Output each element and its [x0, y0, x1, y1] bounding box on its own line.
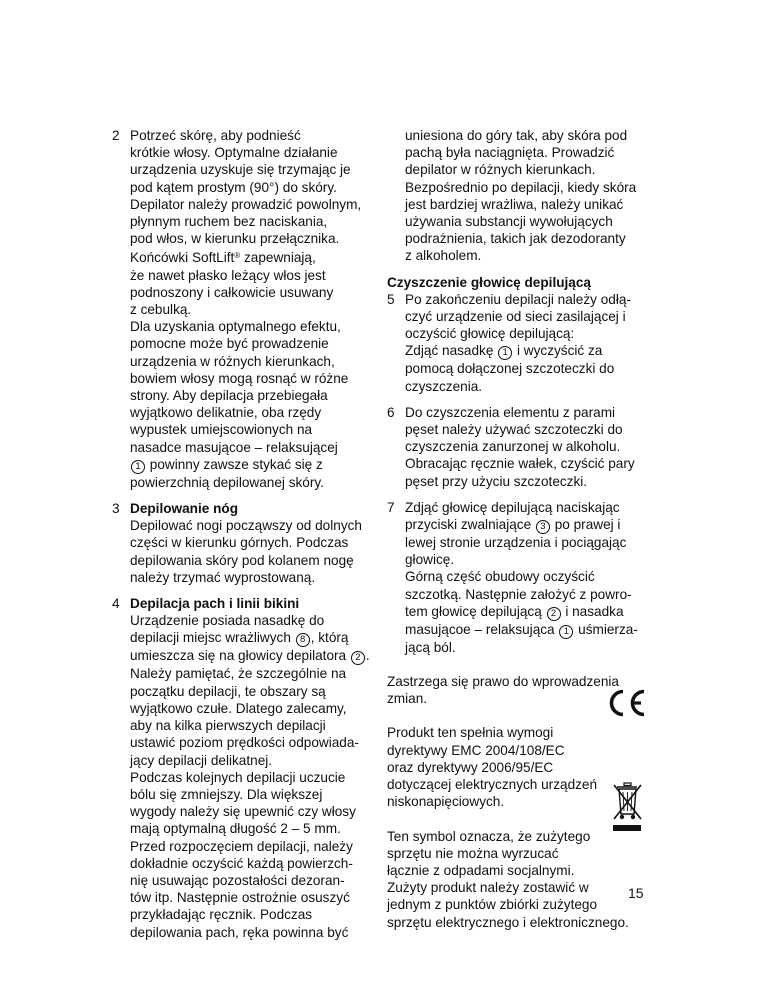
text-line: wygody należy się upewnić czy włosy: [130, 804, 356, 820]
text-line: Zużyty produkt należy zostawić w: [387, 880, 589, 896]
text-segment: .: [365, 648, 370, 664]
text-line: [405, 621, 649, 639]
text-line: pod kątem prostym (90°) do skóry.: [130, 179, 337, 195]
text-line: Górną część obudowy oczyścić: [405, 569, 595, 585]
text-line: z cebulką.: [130, 302, 192, 318]
step-4-continuation: [387, 127, 649, 265]
text-line: [130, 647, 374, 665]
text-line: Zdjąć głowicę depilującą naciskając: [405, 499, 620, 515]
ce-mark-icon: [608, 688, 648, 718]
text-line: nasadce masującoe – relaksującej: [130, 439, 338, 455]
text-line: bowiem włosy mogą rosnąć w różne: [130, 370, 349, 386]
softlift-text-tail: zapewniają,: [240, 250, 316, 266]
step-2: [112, 127, 374, 491]
text-line: wyjątkowo delikatnie, oba rzędy: [130, 405, 322, 421]
text-line: pomocą dołączonej szczoteczki do: [405, 361, 615, 377]
text-line: pęset należy używać szczoteczki do: [405, 422, 623, 438]
step-7: [387, 499, 649, 656]
step-number: 6: [387, 404, 395, 420]
text-line: lewej stronie urządzenia i pociągając: [405, 535, 627, 551]
step-3: [112, 500, 374, 586]
text-line: Ten symbol oznacza, że zużytego: [387, 828, 591, 844]
text-line: szczotką. Następnie założyć z powro-: [405, 586, 632, 602]
crossed-out-wheelie-bin-icon: [611, 781, 643, 833]
text-line: jest bardziej wrażliwa, należy unikać: [405, 196, 624, 212]
text-line: wypustek umiejscowionych na: [130, 422, 313, 438]
text-line: z alkoholem.: [405, 248, 482, 264]
text-line: Depilator należy prowadzić powolnym,: [130, 196, 362, 212]
registered-mark: ®: [234, 251, 241, 261]
text-line: aby na kilka pierwszych depilacji: [130, 718, 326, 734]
step-number: 5: [387, 291, 395, 307]
part-reference-1: 1: [131, 460, 145, 474]
text-line: części w kierunku górnych. Podczas: [130, 535, 349, 551]
step-number: 4: [112, 596, 120, 612]
part-reference-3: 3: [536, 520, 550, 534]
text-segment: powinny zawsze stykać się z: [146, 456, 323, 472]
text-line: depilowania skóry pod kolanem nogę: [130, 552, 354, 568]
text-line: krótkie włosy. Optymalne działanie: [130, 145, 338, 161]
text-line: Zastrzega się prawo do wprowadzenia: [387, 674, 619, 690]
text-line: Potrzeć skórę, aby podnieść: [130, 128, 301, 143]
text-line: sprzętu elektrycznego i elektronicznego.: [387, 914, 629, 930]
step-number: 2: [112, 128, 120, 143]
text-line: Depilować nogi począwszy od dolnych: [130, 518, 362, 534]
text-line: ustawić poziom prędkości odpowiada-: [130, 735, 359, 751]
text-line: [130, 247, 374, 266]
text-line: dokładnie oczyścić każdą powierzch-: [130, 855, 353, 871]
text-line: Należy pamiętać, że szczególnie na: [130, 666, 347, 682]
text-line: depilator w różnych kierunkach.: [405, 162, 596, 178]
text-line: tów itp. Następnie ostrożnie osuszyć: [130, 890, 350, 906]
text-line: głowicę.: [405, 552, 455, 568]
text-segment: i nasadka: [561, 603, 624, 619]
section-heading-bikini: Depilacja pach i linii bikini: [130, 596, 300, 612]
text-segment: Zdjąć nasadkę: [405, 343, 498, 359]
text-line: [405, 516, 649, 534]
text-line: czyć urządzenie od sieci zasilającej i: [405, 309, 626, 325]
text-line: Produkt ten spełnia wymogi: [387, 725, 554, 741]
text-line: urządzenia uzyskuje się trzymając je: [130, 162, 351, 178]
text-line: że nawet płasko leżący włos jest: [130, 267, 326, 283]
text-line: Podczas kolejnych depilacji uczucie: [130, 769, 346, 785]
text-line: łącznie z odpadami socjalnymi.: [387, 862, 575, 878]
text-line: [130, 456, 374, 474]
text-line: Do czyszczenia elementu z parami: [405, 404, 616, 420]
text-line: [405, 603, 649, 621]
text-segment: tem głowicę depilującą: [405, 603, 546, 619]
left-column: [112, 127, 374, 941]
step-5: [387, 291, 649, 395]
text-segment: przyciski zwalniające: [405, 517, 535, 533]
text-line: należy trzymać wyprostowaną.: [130, 569, 316, 585]
text-line: powierzchnią depilowanej skóry.: [130, 474, 324, 490]
text-segment: i wyczyścić za: [513, 343, 603, 359]
right-column: [387, 127, 649, 931]
text-line: dotyczącej elektrycznych urządzeń: [387, 777, 598, 793]
text-line: podnoszony i całkowicie usuwany: [130, 284, 334, 300]
text-line: jednym z punktów zbiórki zużytego: [387, 897, 598, 913]
text-line: sprzętu nie można wyrzucać: [387, 845, 559, 861]
step-number: 7: [387, 499, 395, 515]
text-line: podrażnienia, takich jak dezodoranty: [405, 231, 626, 247]
text-line: [130, 629, 374, 647]
text-line: uniesiona do góry tak, aby skóra pod: [405, 128, 628, 143]
text-line: pachą była naciągnięta. Prowadzić: [405, 145, 615, 161]
text-line: używania substancji wywołujących: [405, 214, 613, 230]
text-line: Obracając ręcznie wałek, czyścić pary: [405, 456, 635, 472]
text-line: bólu się zmniejszy. Dla większej: [130, 786, 323, 802]
part-reference-1: 1: [559, 625, 573, 639]
text-segment: umieszcza się na głowicy depilatora: [130, 648, 350, 664]
reservation-note: [387, 673, 619, 707]
text-line: Bezpośrednio po depilacji, kiedy skóra: [405, 179, 637, 195]
text-line: oczyścić głowicę depilującą:: [405, 326, 575, 342]
text-line: pod włos, w kierunku przełącznika.: [130, 231, 340, 247]
page-number: 15: [628, 885, 644, 901]
text-line: zmian.: [387, 691, 428, 707]
section-heading-cleaning: Czyszczenie głowicę depilującą: [387, 274, 591, 290]
text-line: pęset przy użyciu szczoteczki.: [405, 473, 588, 489]
part-reference-2: 2: [547, 607, 561, 621]
text-line: płynnym ruchem bez naciskania,: [130, 214, 328, 230]
text-line: jącą ból.: [405, 639, 456, 655]
text-segment: depilacji miejsc wrażliwych: [130, 630, 295, 646]
text-line: depilowania pach, ręka powinna być: [130, 924, 349, 940]
text-line: czyszczenia.: [405, 378, 483, 394]
text-segment: uśmierza-: [574, 621, 638, 637]
text-line: urządzenia w różnych kierunkach,: [130, 353, 335, 369]
text-line: dyrektywy EMC 2004/108/EC: [387, 742, 565, 758]
text-segment: po prawej i: [550, 517, 621, 533]
text-line: przykładając ręcznik. Podczas: [130, 907, 313, 923]
text-line: pomocne może być prowadzenie: [130, 336, 329, 352]
text-segment: masującoe – relaksująca: [405, 621, 559, 637]
text-line: mają optymalną długość 2 – 5 mm.: [130, 821, 341, 837]
part-reference-8: 8: [296, 633, 310, 647]
step-6: [387, 404, 649, 490]
section-heading-legs: Depilowanie nóg: [130, 501, 238, 517]
text-line: Po zakończeniu depilacji należy odłą-: [405, 291, 631, 307]
text-line: Urządzenie posiada nasadkę do: [130, 613, 325, 629]
text-line: wyjątkowo czułe. Dlatego zalecamy,: [130, 700, 347, 716]
text-segment: , którą: [310, 630, 349, 646]
text-line: [405, 342, 649, 360]
text-line: strony. Aby depilacja przebiegała: [130, 388, 328, 404]
step-4: [112, 595, 374, 941]
softlift-text: Końcówki SoftLift: [130, 250, 235, 266]
disposal-statement: [387, 828, 629, 931]
text-line: niskonapięciowych.: [387, 794, 505, 810]
compliance-statement: [387, 724, 607, 810]
text-line: jący depilacji delikatnej.: [130, 752, 273, 768]
text-line: Przed rozpoczęciem depilacji, należy: [130, 838, 353, 854]
part-reference-1: 1: [498, 346, 512, 360]
text-line: Dla uzyskania optymalnego efektu,: [130, 319, 341, 335]
text-line: początku depilacji, te obszary są: [130, 683, 326, 699]
step-number: 3: [112, 501, 120, 517]
text-line: nię usuwając pozostałości dezoran-: [130, 872, 345, 888]
text-line: czyszczenia zanurzonej w alkoholu.: [405, 439, 621, 455]
part-reference-2: 2: [351, 651, 365, 665]
text-line: oraz dyrektywy 2006/95/EC: [387, 759, 554, 775]
